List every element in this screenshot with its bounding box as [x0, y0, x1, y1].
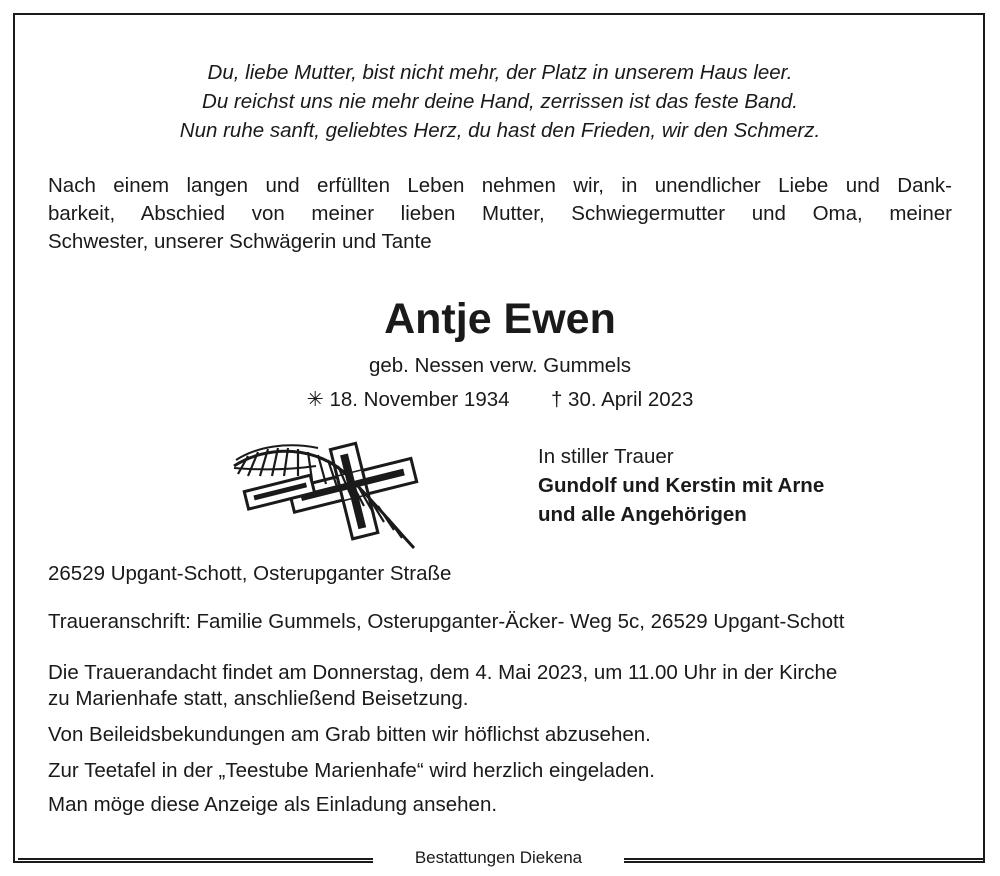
place-line: 26529 Upgant-Schott, Osterupganter Straße [48, 562, 452, 585]
service-line: Die Trauerandacht findet am Donnerstag, dem 4. Mai 2023, um 11.00 Uhr in der Kirche [48, 661, 838, 684]
death-date: 30. April 2023 [568, 388, 694, 411]
poem [0, 58, 1000, 145]
poem-line: Nun ruhe sanft, geliebtes Herz, du hast den Frieden, wir den Schmerz. [179, 119, 821, 142]
footer [0, 846, 1000, 870]
address-line: Traueranschrift: Familie Gummels, Osterupganter-Äcker- Weg 5c, 26529 Upgant-Schott [48, 610, 845, 633]
footer-rule-right [624, 858, 984, 860]
mourners-block [538, 442, 824, 529]
mourners-relatives: und alle Angehörigen [538, 503, 747, 526]
cross-and-palm-icon [228, 436, 436, 554]
birth-date: 18. November 1934 [329, 388, 510, 411]
funeral-home: Bestattungen Diekena [373, 846, 624, 870]
maiden-name: geb. Nessen verw. Gummels [368, 354, 632, 377]
birth-symbol: ✳ [306, 388, 324, 411]
death-symbol: † [550, 388, 563, 411]
mourners-intro: In stiller Trauer [538, 445, 674, 468]
intro-line: Schwester, unserer Schwägerin und Tante [48, 230, 432, 253]
note-invitation: Man möge diese Anzeige als Einladung ansehen. [48, 793, 498, 816]
note-condolences: Von Beileidsbekundungen am Grab bitten wir höflichst abzusehen. [48, 723, 651, 746]
intro-line: barkeit, Abschied von meiner lieben Mutter, Schwiegermutter und Oma, meiner [48, 202, 952, 225]
mourners-family: Gundolf und Kerstin mit Arne [538, 474, 825, 497]
footer-rule-left [18, 858, 373, 860]
intro-line: Nach einem langen und erfüllten Leben nehmen wir, in unendlicher Liebe und Dank- [48, 174, 952, 197]
poem-line: Du, liebe Mutter, bist nicht mehr, der Platz in unserem Haus leer. [207, 61, 793, 84]
service-paragraph [48, 660, 952, 712]
deceased-name: Antje Ewen [384, 295, 616, 343]
note-tea: Zur Teetafel in der „Teestube Marienhafe“ wird herzlich eingeladen. [48, 759, 655, 782]
life-dates [0, 386, 1000, 414]
intro-paragraph [48, 172, 952, 256]
poem-line: Du reichst uns nie mehr deine Hand, zerrissen ist das feste Band. [202, 90, 798, 113]
service-line: zu Marienhafe statt, anschließend Beisetzung. [48, 687, 469, 710]
